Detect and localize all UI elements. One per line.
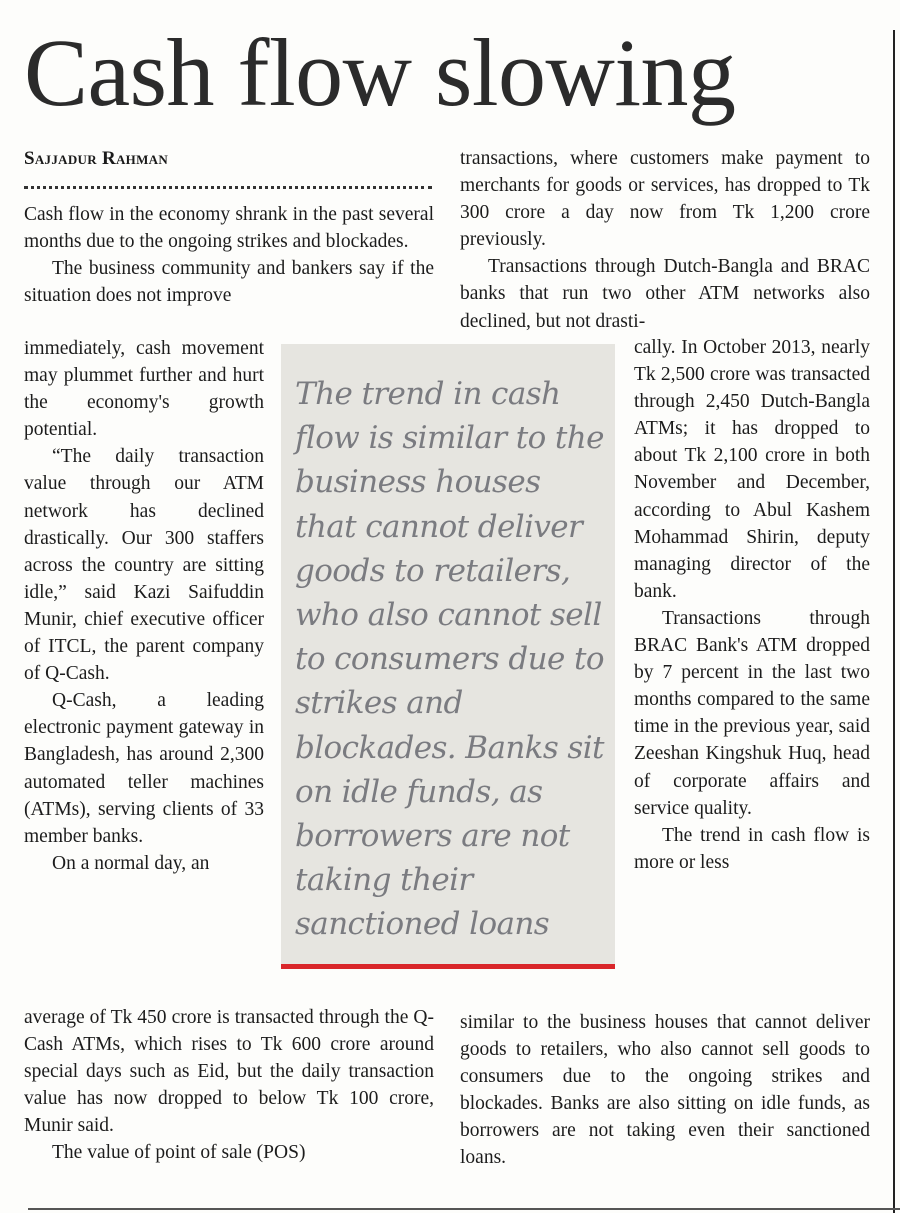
column-2-bottom xyxy=(460,1009,870,1172)
byline: Sajjadur Rahman xyxy=(24,148,169,169)
column-rule-right xyxy=(893,30,895,1213)
paragraph-5-end: average of Tk 450 crore is transacted through the Q-Cash ATMs, which rises to Tk 600 crore around special days such as Eid, but the daily transaction value has now dropped to below Tk 100 crore, Munir said. xyxy=(24,1007,434,1137)
paragraph-5-start: On a normal day, an xyxy=(52,852,210,874)
paragraph-8: Transactions through BRAC Bank's ATM dropped by 7 percent in the last two months compared to the same time in the previous year, said Zeeshan Kingshuk Huq, head of corporate affairs and service quality. xyxy=(634,607,870,819)
paragraph-4: Q-Cash, a leading electronic payment gateway in Bangladesh, has around 2,300 automated teller machines (ATMs), serving clients of 33 member banks. xyxy=(24,690,264,847)
pull-quote-accent-bar xyxy=(281,964,615,969)
paragraph-9-end: similar to the business houses that cannot deliver goods to retailers, who also cannot sell goods to consumers due to the ongoing strikes and blockades. Banks are also sitting on idle funds, as borrowers are not taking even their sanctioned loans. xyxy=(460,1012,870,1169)
column-2-narrow xyxy=(634,334,870,876)
paragraph-2-start: The business community and bankers say if the situation does not improve xyxy=(24,258,434,307)
paragraph-9-start: The trend in cash flow is more or less xyxy=(634,824,870,873)
bottom-rule xyxy=(28,1208,900,1210)
column-2-top xyxy=(460,145,870,335)
headline: Cash flow slowing xyxy=(24,19,736,126)
paragraph-2-end: immediately, cash movement may plummet further and hurt the economy's growth potential. xyxy=(24,338,264,441)
paragraph-7-start: Transactions through Dutch-Bangla and BRAC banks that run two other ATM networks also declined, but not drasti- xyxy=(460,256,870,332)
column-1-narrow xyxy=(24,335,264,877)
pull-quote-text: The trend in cash flow is similar to the business houses that cannot deliver goods to retailers, who also cannot sell to consumers due to strikes and blockades. Banks sit on idle funds, as borrowers are not taking their sanctioned loans xyxy=(295,376,604,943)
paragraph-6-start: The value of point of sale (POS) xyxy=(52,1142,306,1164)
paragraph-6-end: transactions, where customers make payment to merchants for goods or services, has dropped to Tk 300 crore a day now from Tk 1,200 crore previously. xyxy=(460,148,870,251)
paragraph-intro: Cash flow in the economy shrank in the past several months due to the ongoing strikes and blockades. xyxy=(24,204,434,253)
column-1-bottom xyxy=(24,1004,434,1167)
byline-dotted-divider xyxy=(24,186,432,189)
column-1-top xyxy=(24,201,434,309)
paragraph-3-quote: “The daily transaction value through our ATM network has declined drastically. Our 300 staffers across the country are sitting idle,” said Kazi Saifuddin Munir, chief executive officer of ITCL, the parent company of Q-Cash. xyxy=(24,446,264,685)
pull-quote xyxy=(281,344,615,964)
paragraph-7-end: cally. In October 2013, nearly Tk 2,500 crore was transacted through 2,450 Dutch-Bangla ATMs; it has dropped to about Tk 2,100 crore in both November and December, according to Abul Kashem Mohammad Shirin, deputy managing director of the bank. xyxy=(634,337,870,602)
